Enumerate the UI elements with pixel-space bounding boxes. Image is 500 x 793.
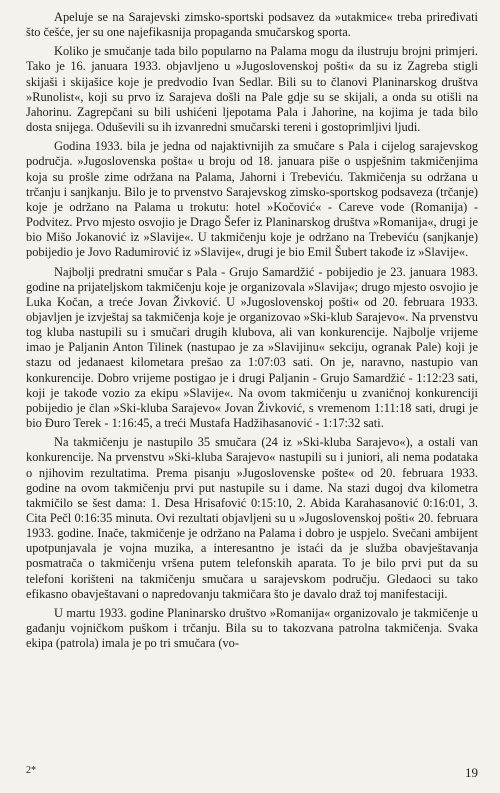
paragraph-1: Apeluje se na Sarajevski zimsko-sportski podsavez da »utakmice« treba priređivati što češće, jer su one najefikasnija propaganda smučarskog sporta. [26,10,478,40]
paragraph-6: U martu 1933. godine Planinarsko društvo »Romanija« organizovalo je takmičenje u gađanju vojničkom puškom i trčanju. Bila su to takozvana patrolna takmičenja. Svaka ekipa (patrola) imala je po tri smučara (vo- [26,605,478,651]
paragraph-5: Na takmičenju je nastupilo 35 smučara (24 iz »Ski-kluba Sarajevo«), a ostali van konkurencije. Na prvenstvu »Ski-kluba Sarajevo« nastupili su i juniori, ali nema podataka o njihovim rezultatima. Prema pisanju »Jugoslovenske pošte« od 20. februara 1933. godine na ovom takmičenju prvi put nastupile su i dame. Na stazi dugoj dva kilometra takmičilo se šest dama: 1. Desa Hrisafović 0:15:10, 2. Abida Karahasanović 0:16:01, 3. Cita Pečl 0:16:35 minuta. Ovi rezultati objavljeni su u »Jugoslovenskoj pošti« 20. februara 1933. godine. Inače, takmičenje je održano na Palama i dobro je uspjelo. Svečani ambijent upotpunjavala je vojna muzika, a interesantno je istaći da je služba obavještavanja posmatrača o takmičenju vršena putem telefonskih aparata. To je bilo prvi put da su telefoni korišteni na takmičenju smučara u sarajevskom području. Gledaoci su tako efikasno obavještavani o napredovanju takmičara što je davalo draž toj manifestaciji. [26,435,478,601]
paragraph-4: Najbolji predratni smučar s Pala - Grujo Samardžić - pobijedio je 23. januara 1983. godine na prijateljskom takmičenju koje je organizovala »Slavija«; drugo mjesto osvojio je Luka Kočan, a treće Jovan Živković. U »Jugoslovenskoj pošti« od 20. februara 1933. objavljen je izvještaj sa takmičenja koje je organizovao »Ski-klub Sarajevo«. Na prvenstvu tog kluba nastupili su i smučari drugih klubova, ali van konkurencije. Najbolje vrijeme imao je Paljanin Anton Tilinek (nastupao je za »Slavijinu« sekciju, ogranak Pale) koji je stazu od jedanaest kilometara prešao za 1:07:03 sati. On je, naravno, nastupio van konkurencije. Dobro vrijeme postigao je i drugi Paljanin - Grujo Samardžić - 1:12:23 sati, koji je takođe vozio za ekipu »Slavije«. Na ovom takmičenju u zvaničnoj konkurenciji pobijedio je član »Ski-kluba Sarajevo« Jovan Živković, s vremenom 1:11:18 sati, drugi je bio Đuro Terek - 1:16:45, a treći Mustafa Hadžihasanović - 1:17:32 sati. [26,264,478,431]
paragraph-2: Koliko je smučanje tada bilo popularno na Palama mogu da ilustruju brojni primjeri. Tako je 16. januara 1933. objavljeno u »Jugoslovenskoj pošti« da su iz Zagreba stigli skijaši i skijašice koje je predvodio Ivan Sedlar. Bili su to članovi Planinarskog društva »Runolist«, koji su prvo iz Sarajeva došli na Pale gdje su se skijali, a onda su otišli na Jahorinu. Zagrepčani su bili ushićeni ljepotama Pala i Jahorine, na kojima je tada bilo dosta snijega. Oduševili su ih izvanredni smučarski tereni i gostoprimljivi ljudi. [26,44,478,135]
paragraph-3: Godina 1933. bila je jedna od najaktivnijih za smučare s Pala i cijelog sarajevskog područja. »Jugoslovenska pošta« u broju od 18. januara piše o uspješnim takmičenjima koja su prošle zime održana na Palama, Jahorni i Trebeviću. Takmičenja su održana u trčanju i sanjkanju. Bilo je to prvenstvo Sarajevskog zimsko-sportskog podsaveza (trčanje) koje je održano na Palama u trokutu: hotel »Kočović« - Careve vode (Romanija) - Podvitez. Prvo mjesto osvojio je Drago Šefer iz Planinarskog društva »Romanija«, drugi je bio Mišo Jokanović iz »Slavije«. U takmičenju koje je održano na Trebeviću (sanjkanje) pobijedio je Jovo Radumirović iz »Slavije«, drugi je bio Emil Šubert takođe iz »Slavije«. [26,139,478,260]
page-number: 19 [465,765,478,780]
printer-signature: 2* [26,765,36,776]
page-footer [26,765,478,781]
body-text [26,10,478,651]
